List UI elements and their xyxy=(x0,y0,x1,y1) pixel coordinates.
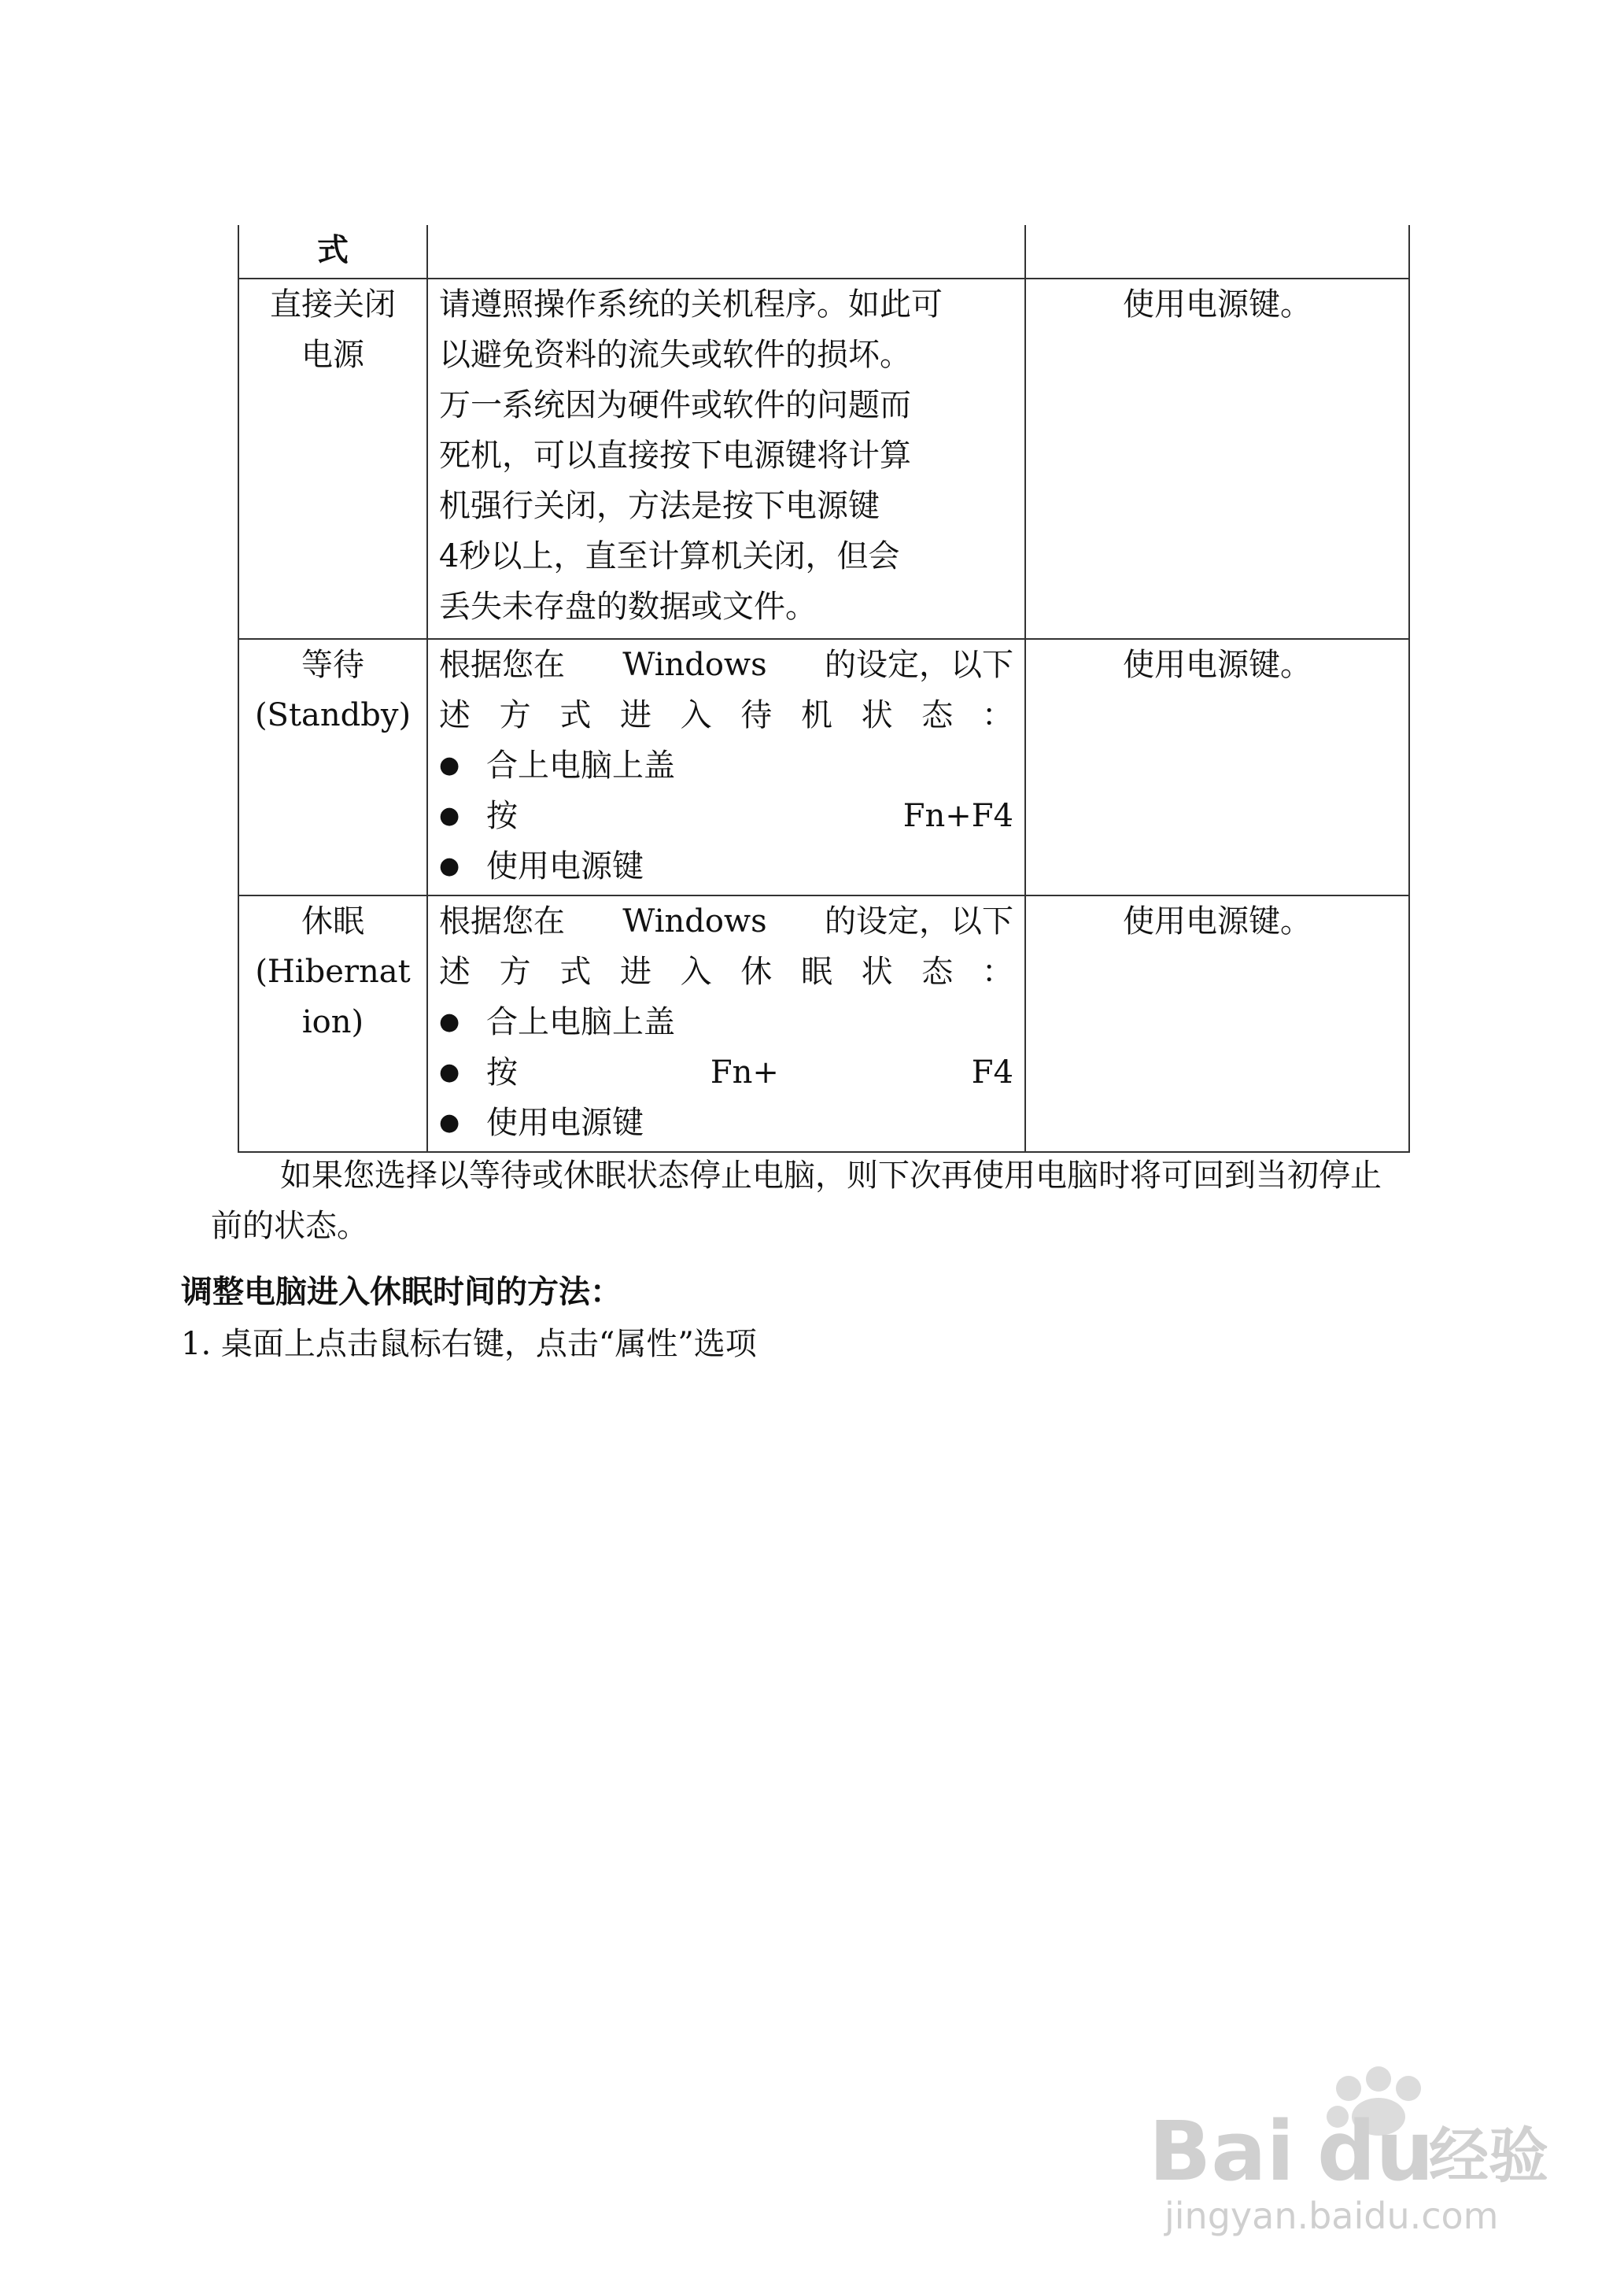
note-paragraph-line: 前的状态。 xyxy=(211,1208,368,1244)
list-item: ● 使用电源键 xyxy=(439,841,1013,892)
list-item: ● 合上电脑上盖 xyxy=(439,740,1013,791)
bullet-icon: ● xyxy=(439,1058,460,1086)
description-cell xyxy=(427,639,1025,895)
mode-label: (Standby) xyxy=(254,697,412,733)
mode-cell xyxy=(238,639,427,895)
mode-cell xyxy=(238,895,427,1152)
table-row xyxy=(238,639,1409,895)
bullet-icon: ● xyxy=(439,802,460,829)
mode-label: 电源 xyxy=(301,337,364,373)
watermark-url: jingyan.baidu.com xyxy=(1164,2195,1499,2237)
desc-line: 根据您在 Windows 的设定，以下 xyxy=(439,647,1013,683)
table-row xyxy=(238,279,1409,639)
key-cell xyxy=(1025,895,1409,1152)
table-row xyxy=(238,895,1409,1152)
mode-cell xyxy=(238,279,427,639)
watermark-brand: Bai xyxy=(1149,2103,1295,2199)
note-paragraph-line: 如果您选择以等待或休眠状态停止电脑，则下次再使用电脑时将可回到当初停止 xyxy=(280,1158,1382,1194)
mode-label: 式 xyxy=(317,231,349,268)
desc-line: 以避免资料的流失或软件的损坏。 xyxy=(439,337,911,373)
mode-label: 直接关闭 xyxy=(270,286,396,323)
power-modes-table xyxy=(238,225,1410,1153)
desc-line: 丢失未存盘的数据或文件。 xyxy=(439,589,817,625)
bullet-icon: ● xyxy=(439,1008,460,1036)
key-cell xyxy=(1025,639,1409,895)
mode-label: 休眠 xyxy=(301,903,364,940)
mode-label: ion) xyxy=(301,1004,364,1040)
list-item: ● 使用电源键 xyxy=(439,1098,1013,1148)
desc-line: 请遵照操作系统的关机程序。如此可 xyxy=(439,286,943,323)
bullet-icon: ● xyxy=(439,1109,460,1136)
desc-line: 根据您在 Windows 的设定，以下 xyxy=(439,903,1013,940)
key-cell xyxy=(1025,225,1409,279)
mode-cell xyxy=(238,225,427,279)
key-label: 使用电源键。 xyxy=(1123,286,1312,323)
desc-line: 述 方 式 进 入 休 眠 状 态 ： xyxy=(439,954,1013,990)
watermark-cn: 经验 xyxy=(1429,2121,1548,2191)
description-cell xyxy=(427,225,1025,279)
watermark-brand-2: du xyxy=(1317,2103,1434,2199)
bullet-icon: ● xyxy=(439,852,460,880)
desc-line: 4秒以上，直至计算机关闭，但会 xyxy=(439,538,900,574)
desc-line: 死机，可以直接按下电源键将计算 xyxy=(439,438,911,474)
key-label: 使用电源键。 xyxy=(1123,903,1312,940)
desc-line: 述 方 式 进 入 待 机 状 态 ： xyxy=(439,697,1013,733)
bullet-icon: ● xyxy=(439,751,460,779)
description-cell xyxy=(427,895,1025,1152)
description-cell xyxy=(427,279,1025,639)
table-row xyxy=(238,225,1409,279)
mode-label: 等待 xyxy=(301,647,364,683)
list-item: ● 按 Fn+F4 xyxy=(439,791,1013,841)
key-label: 使用电源键。 xyxy=(1123,647,1312,683)
desc-line: 万一系统因为硬件或软件的问题而 xyxy=(439,387,911,423)
mode-label: (Hibernat xyxy=(255,954,411,990)
section-heading: 调整电脑进入休眠时间的方法： xyxy=(181,1273,622,1310)
list-item: ● 合上电脑上盖 xyxy=(439,997,1013,1047)
baidu-jingyan-watermark xyxy=(1149,2062,1558,2243)
key-cell xyxy=(1025,279,1409,639)
desc-line: 机强行关闭，方法是按下电源键 xyxy=(439,488,880,524)
step-item: 1. 桌面上点击鼠标右键，点击“属性”选项 xyxy=(181,1326,757,1362)
list-item: ● 按 Fn+ F4 xyxy=(439,1047,1013,1098)
